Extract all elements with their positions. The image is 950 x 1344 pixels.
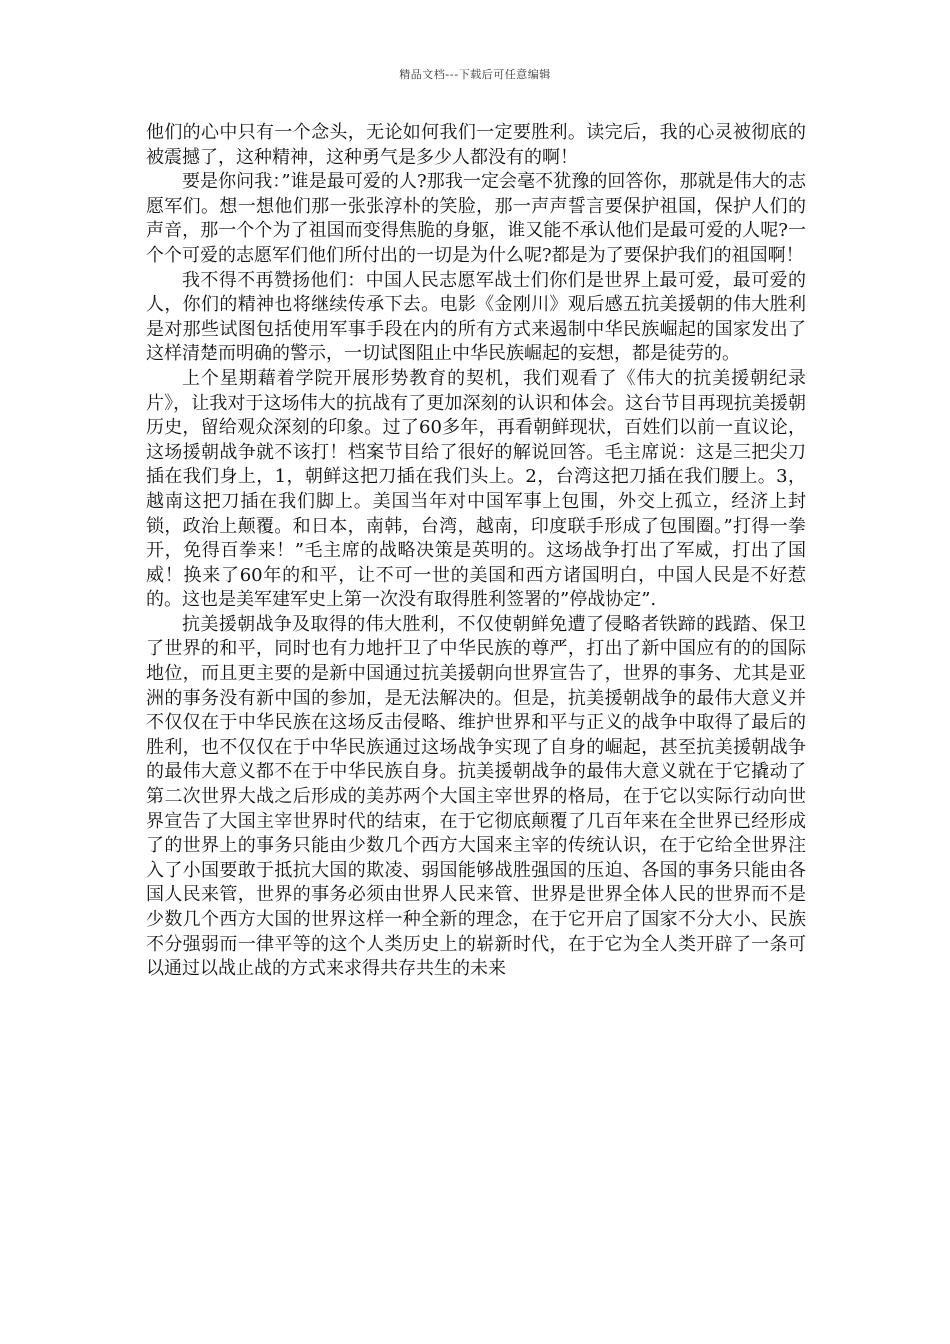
paragraph: 上个星期藉着学院开展形势教育的契机，我们观看了《伟大的抗美援朝纪录片》，让我对于这场伟大的抗战有了更加深刻的认识和体会。这台节目再现抗美援朝历史，留给观众深刻的印象。过了60多年，再看朝鲜现状，百姓们以前一直议论，这场援朝战争就不该打！档案节目给了很好的解说回答。毛主席说：这是三把尖刀插在我们身上，1，朝鲜这把刀插在我们头上。2，台湾这把刀插在我们腰上。3，越南这把刀插在我们脚上。美国当年对中国军事上包围，外交上孤立，经济上封锁，政治上颠覆。和日本，南韩，台湾，越南，印度联手形成了包围圈。”打得一拳开，免得百拳来！”毛主席的战略决策是英明的。这场战争打出了军威，打出了国威！换来了60年的和平，让不可一世的美国和西方诸国明白，中国人民是不好惹的。这也是美军建军史上第一次没有取得胜利签署的”停战协定”. [146,367,806,611]
document-body [146,121,806,982]
paragraph: 他们的心中只有一个念头，无论如何我们一定要胜利。读完后，我的心灵被彻底的被震撼了，这种精神，这种勇气是多少人都没有的啊！ [146,122,806,168]
paragraph: 要是你问我：”谁是最可爱的人?那我一定会毫不犹豫的回答你，那就是伟大的志愿军们。想一想他们那一张张淳朴的笑脸，那一声声誓言要保护祖国，保护人们的声音，那一个个为了祖国而变得焦脆的身躯，谁又能不承认他们是最可爱的人呢?一个个可爱的志愿军们他们所付出的一切是为什么呢?都是为了要保护我们的祖国啊！ [146,171,806,266]
page-header: 精品文档---下载后可任意编辑 [399,68,551,81]
paragraph: 抗美援朝战争及取得的伟大胜利，不仅使朝鲜免遭了侵略者铁蹄的践踏、保卫了世界的和平，同时也有力地扞卫了中华民族的尊严，打出了新中国应有的的国际地位，而且更主要的是新中国通过抗美援朝向世界宣告了，世界的事务、尤其是亚洲的事务没有新中国的参加，是无法解决的。但是，抗美援朝战争的最伟大意义并不仅仅在于中华民族在这场反击侵略、维护世界和平与正义的战争中取得了最后的胜利，也不仅仅在于中华民族通过这场战争实现了自身的崛起，甚至抗美援朝战争的最伟大意义都不在于中华民族自身。抗美援朝战争的最伟大意义就在于它撬动了第二次世界大战之后形成的美苏两个大国主宰世界的格局，在于它以实际行动向世界宣告了大国主宰世界时代的结束，在于它彻底颠覆了几百年来在全世界已经形成了的世界上的事务只能由少数几个西方大国来主宰的传统认识，在于它给全世界注入了小国要敢于抵抗大国的欺凌、弱国能够战胜强国的压迫、各国的事务只能由各国人民来管，世界的事务必须由世界人民来管、世界是世界全体人民的世界而不是少数几个西方大国的世界这样一种全新的理念，在于它开启了国家不分大小、民族不分强弱而一律平等的这个人类历史上的崭新时代，在于它为全人类开辟了一条可以通过以战止战的方式来求得共存共生的未来 [146,613,806,980]
paragraph: 我不得不再赞扬他们：中国人民志愿军战士们你们是世界上最可爱，最可爱的人，你们的精神也将继续传承下去。电影《金刚川》观后感五抗美援朝的伟大胜利是对那些试图包括使用军事手段在内的所有方式来遏制中华民族崛起的国家发出了这样清楚而明确的警示，一切试图阻止中华民族崛起的妄想，都是徒劳的。 [146,269,806,365]
